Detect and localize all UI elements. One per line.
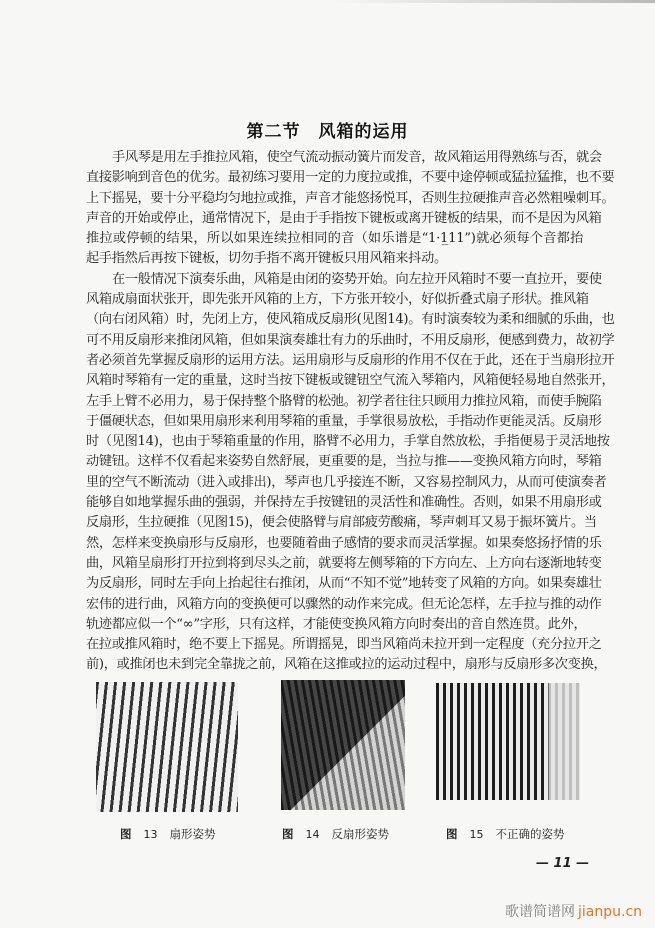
- figure-label: 图: [282, 827, 294, 841]
- text-line: 动键钮。这样不仅看起来姿势自然舒展，更重要的是，当拉与推——变换风箱方向时，琴箱: [86, 454, 602, 470]
- section-title: 第二节 风箱的运用: [246, 122, 409, 142]
- watermark: [505, 901, 642, 921]
- text-line: 者必须首先掌握反扇形的运用方法。运用扇形与反扇形的作用不仅在于此，还在于当扇形拉开: [86, 352, 615, 368]
- text-line: 轨迹都应似一个“∞”字形，只有这样，才能使变换风箱方向时奏出的音自然连贯。此外，: [86, 616, 587, 632]
- figure-15-image: [436, 683, 580, 800]
- text-line: 然，怎样来变换扇形与反扇形，也要随着曲子感情的要求而灵活掌握。如果奏悠扬抒情的乐: [86, 535, 602, 551]
- watermark-url: jianpu.cn: [578, 904, 643, 920]
- text-line: 反扇形，生拉硬推（见图15)，便会使胳臂与肩部疲劳酸痛，琴声刺耳又易于振坏簧片。当: [86, 515, 597, 531]
- figure-caption-text: 反扇形姿势: [331, 827, 389, 841]
- figure-number: 15: [469, 828, 484, 841]
- text-line: 前)，或推闭也未到完全靠拢之前，风箱在这推或拉的运动过程中，扇形与反扇形多次变换，: [86, 657, 607, 673]
- figure-14-image: [281, 680, 405, 810]
- text-line: 为反扇形，同时左手向上抬起往右推闭，从而“不知不觉”地转变了风箱的方向。如果奏雄壮: [86, 576, 602, 592]
- text-line: 直接影响到音色的优劣。最初练习要用一定的力度拉或推，不要中途停顿或猛拉猛推，也不要: [86, 170, 615, 186]
- text-line: 在拉或推风箱时，绝不要上下摇晃。所谓摇晃，即当风箱尚未拉开到一定程度（充分拉开之: [86, 637, 602, 653]
- text-line: 可不用反扇形来推闭风箱，但如果演奏雄壮有力的乐曲时，不用反扇形，便感到费力，故初学: [86, 332, 615, 348]
- page-number: — 11 —: [536, 856, 590, 871]
- figure-caption-text: 扇形姿势: [169, 827, 216, 841]
- figure-label: 图: [120, 827, 132, 841]
- text-line: 推拉或停顿的结果，所以如果连续拉相同的音（如乐谱是“1·1̲11”)就必须每个音都抬: [86, 231, 583, 247]
- text-line: 风箱成扇面状张开，即先张开风箱的上方，下方张开较小，好似折叠式扇子形状。推风箱: [86, 292, 589, 308]
- text-line: 上下摇晃，要十分平稳均匀地拉或推，声音才能悠扬悦耳，否则生拉硬推声音必然粗噪刺耳。: [86, 190, 615, 206]
- text-line: 起手指然后再按下键板，切勿手指不离开键板只用风箱来抖动。: [86, 251, 447, 267]
- figure-number: 14: [305, 828, 320, 841]
- text-line: 在一般情况下演奏乐曲，风箱是由闭的姿势开始。向左拉开风箱时不要一直拉开，要使: [112, 271, 602, 287]
- text-line: 于僵硬状态，但如果用扇形来利用琴箱的重量，手掌很易放松，手指动作更能灵活。反扇形: [86, 413, 602, 429]
- text-line: （向右闭风箱）时，先闭上方，使风箱成反扇形(见图14)。有时演奏较为柔和细腻的乐曲，也: [86, 312, 615, 328]
- figure-13-image: [96, 682, 238, 812]
- figure-caption-text: 不正确的姿势: [495, 827, 565, 841]
- text-line: 宏伟的进行曲，风箱方向的变换便可以骤然的动作来完成。但无论怎样，左手拉与推的动作: [86, 596, 602, 612]
- watermark-site-name: 歌谱简谱网: [505, 904, 575, 920]
- text-line: 手风琴是用左手推拉风箱，使空气流动振动簧片而发音，故风箱运用得熟练与否，就会: [112, 150, 602, 165]
- text-line: 声音的开始或停止，通常情况下，是由于手指按下键板或离开键板的结果，而不是因为风箱: [86, 210, 602, 226]
- text-line: 曲，风箱呈扇形打开拉到将到尽头之前，就要将左侧琴箱的下方向左、上方向右逐渐地转变: [86, 555, 602, 571]
- figure-label: 图: [446, 827, 458, 841]
- figure-15-caption: [446, 826, 565, 842]
- text-line: 风箱时琴箱有一定的重量，这时当按下键板或键钮空气流入琴箱内，风箱便轻易地自然张开，: [86, 373, 615, 389]
- figure-14-caption: [282, 826, 389, 842]
- figure-number: 13: [143, 828, 158, 841]
- text-line: 时（见图14)，也由于琴箱重量的作用，胳臂不必用力，手掌自然放松，手指便易于灵活地按: [86, 434, 610, 450]
- figure-13-caption: [120, 826, 216, 842]
- text-line: 能够自如地掌握乐曲的强弱，并保持左手按键钮的灵活性和准确性。否则，如果不用扇形或: [86, 495, 602, 511]
- text-line: 里的空气不断流动（进入或排出)，琴声也几乎接连不断，又容易控制风力，从而可使演奏者: [86, 474, 607, 490]
- text-line: 左手上臂不必用力，易于保持整个胳臂的松弛。初学者往往只顾用力推拉风箱，而使手腕陷: [86, 393, 602, 409]
